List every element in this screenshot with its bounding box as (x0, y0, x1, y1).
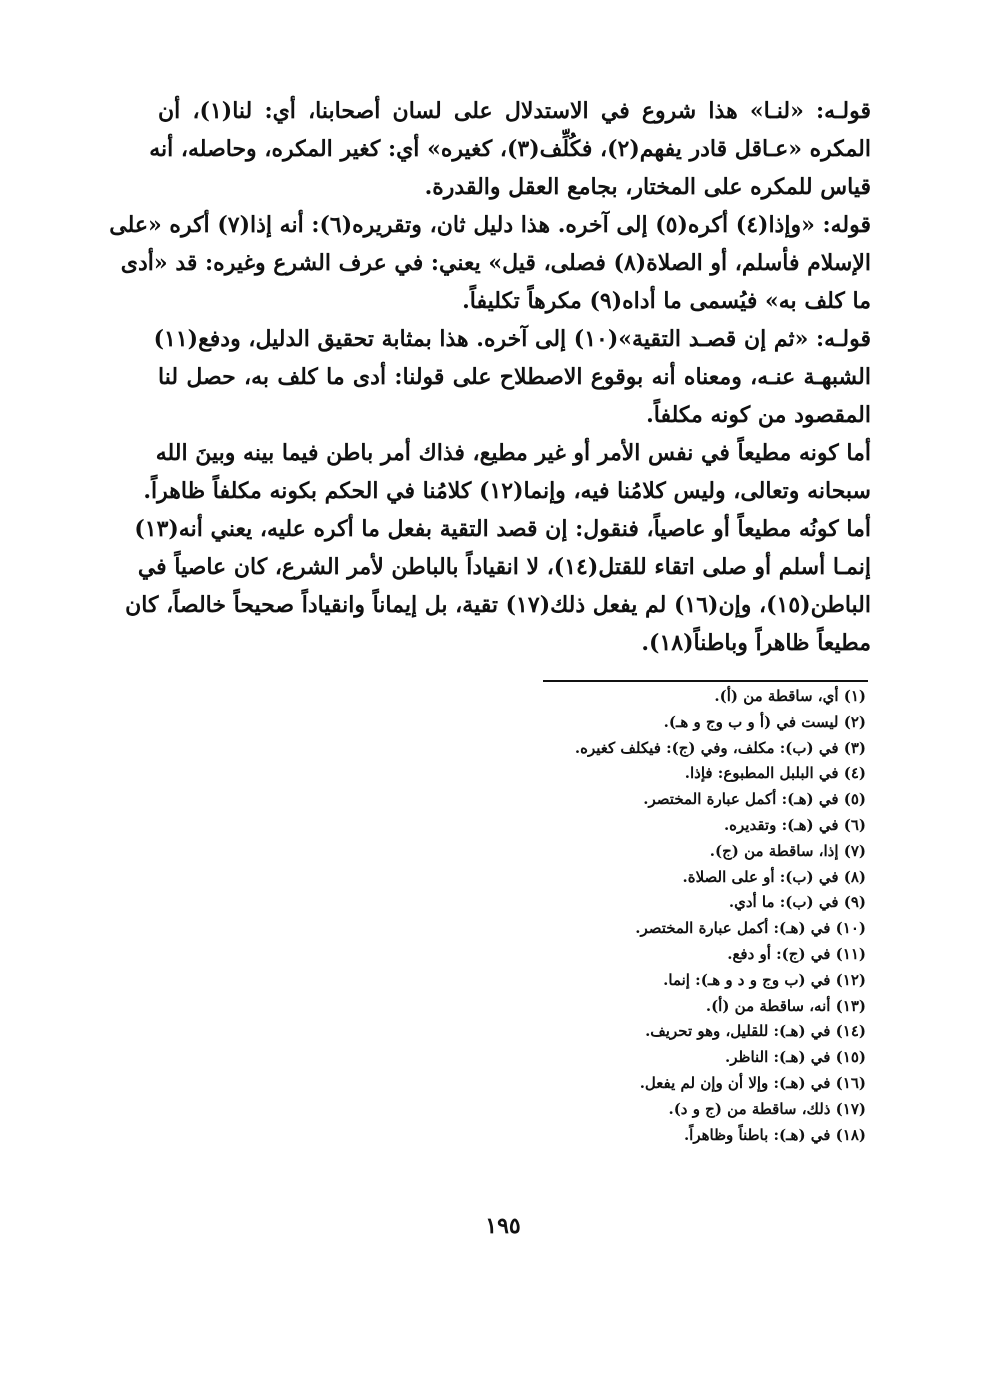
footnote-separator (543, 680, 868, 682)
footnote: (١٥) في (هـ): الناظر. (725, 1048, 866, 1067)
footnote: (١) أي، ساقطة من (أ). (714, 687, 866, 705)
text-line: قياس للمكره على المختار، بجامع العقل والقدرة. (424, 174, 871, 200)
text-line: الإسلام فأسلم، أو الصلاة(٨) فصلى، قيل» يعني: في عرف الشرع وغيره: قد «أدى (120, 250, 871, 276)
footnote: (٩) في (ب): ما أدي. (728, 893, 866, 912)
text-line: قولـه: «لنـا» هذا شروع في الاستدلال على لسان أصحابنا، أي: لنا(١)، أن (158, 98, 871, 124)
footnotes-list (446, 684, 866, 1148)
footnote: (٧) إذا، ساقطة من (ج). (709, 841, 866, 860)
footnote: (١٠) في (هـ): أكمل عبارة المختصر. (635, 919, 866, 938)
footnote: (٦) في (هـ): وتقديره. (723, 815, 866, 834)
footnote: (٢) ليست في (أ و ب وج و هـ). (663, 712, 866, 731)
text-line: أما كونُه مطيعاً أو عاصياً، فنقول: إن قصد التقية بفعل ما أكره عليه، يعني أنه(١٣) (134, 516, 871, 542)
footnote: (١٦) في (هـ): وإلا أن وإن لم يفعل. (639, 1073, 866, 1092)
text-line: إنمـا أسلم أو صلى اتقاء للقتل(١٤)، لا انقياداً بالباطن لأمر الشرع، كان عاصياً في (137, 554, 871, 580)
footnote: (١١) في (ج): أو دفع. (727, 944, 866, 963)
footnote: (١٨) في (هـ): باطناً وظاهراً. (683, 1125, 866, 1144)
main-text-body (109, 92, 871, 662)
text-line: قوله: «وإذا(٤) أكره(٥) إلى آخره. هذا دليل ثان، وتقريره(٦): أنه إذا(٧) أكره «على (109, 212, 871, 238)
text-line: قولـه: «ثم إن قصـد التقية»(١٠) إلى آخره. هذا بمثابة تحقيق الدليل، ودفع(١١) (153, 326, 871, 352)
text-line: سبحانه وتعالى، وليس كلامُنا فيه، وإنما(١٢) كلامُنا في الحكم بكونه مكلفاً ظاهراً. (143, 478, 871, 504)
footnote: (٥) في (هـ): أكمل عبارة المختصر. (643, 790, 866, 809)
page-number: ١٩٥ (485, 1213, 521, 1239)
footnote: (١٧) ذلك، ساقطة من (ج و د). (668, 1099, 866, 1118)
footnote: (١٣) أنه، ساقطة من (أ). (705, 996, 866, 1015)
text-line: الشبهـة عنـه، ومعناه أنه بوقوع الاصطلاح على قولنا: أدى ما كلف به، حصل لنا (158, 364, 871, 390)
footnote: (٤) في البلبل المطبوع: فإذا. (684, 764, 866, 783)
text-line: الباطن(١٥)، وإن(١٦) لم يفعل ذلك(١٧) تقية، بل إيماناً وانقياداً صحيحاً خالصاً، كان (125, 592, 871, 618)
footnote: (١٤) في (هـ): للقليل، وهو تحريف. (645, 1022, 866, 1041)
text-line: المكره «عـاقل قادر يفهم(٢)، فكُلِّف(٣)، كغيره» أي: كغير المكره، وحاصله، أنه (149, 136, 871, 162)
text-line: ما كلف به» فيُسمى ما أداه(٩) مكرهاً تكليفاً. (462, 288, 871, 314)
text-line: أما كونه مطيعاً في نفس الأمر أو غير مطيع، فذاك أمر باطن فيما بينه وبينَ الله (155, 440, 871, 466)
footnote: (٣) في (ب): مكلف، وفي (ج): فيكلف كغيره. (574, 738, 866, 757)
footnote: (١٢) في (ب وج و د و هـ): إنما. (663, 970, 866, 989)
text-line: المقصود من كونه مكلفاً. (646, 402, 871, 428)
footnote: (٨) في (ب): أو على الصلاة. (682, 867, 866, 886)
text-line: مطيعاً ظاهراً وباطناً(١٨). (641, 630, 871, 656)
